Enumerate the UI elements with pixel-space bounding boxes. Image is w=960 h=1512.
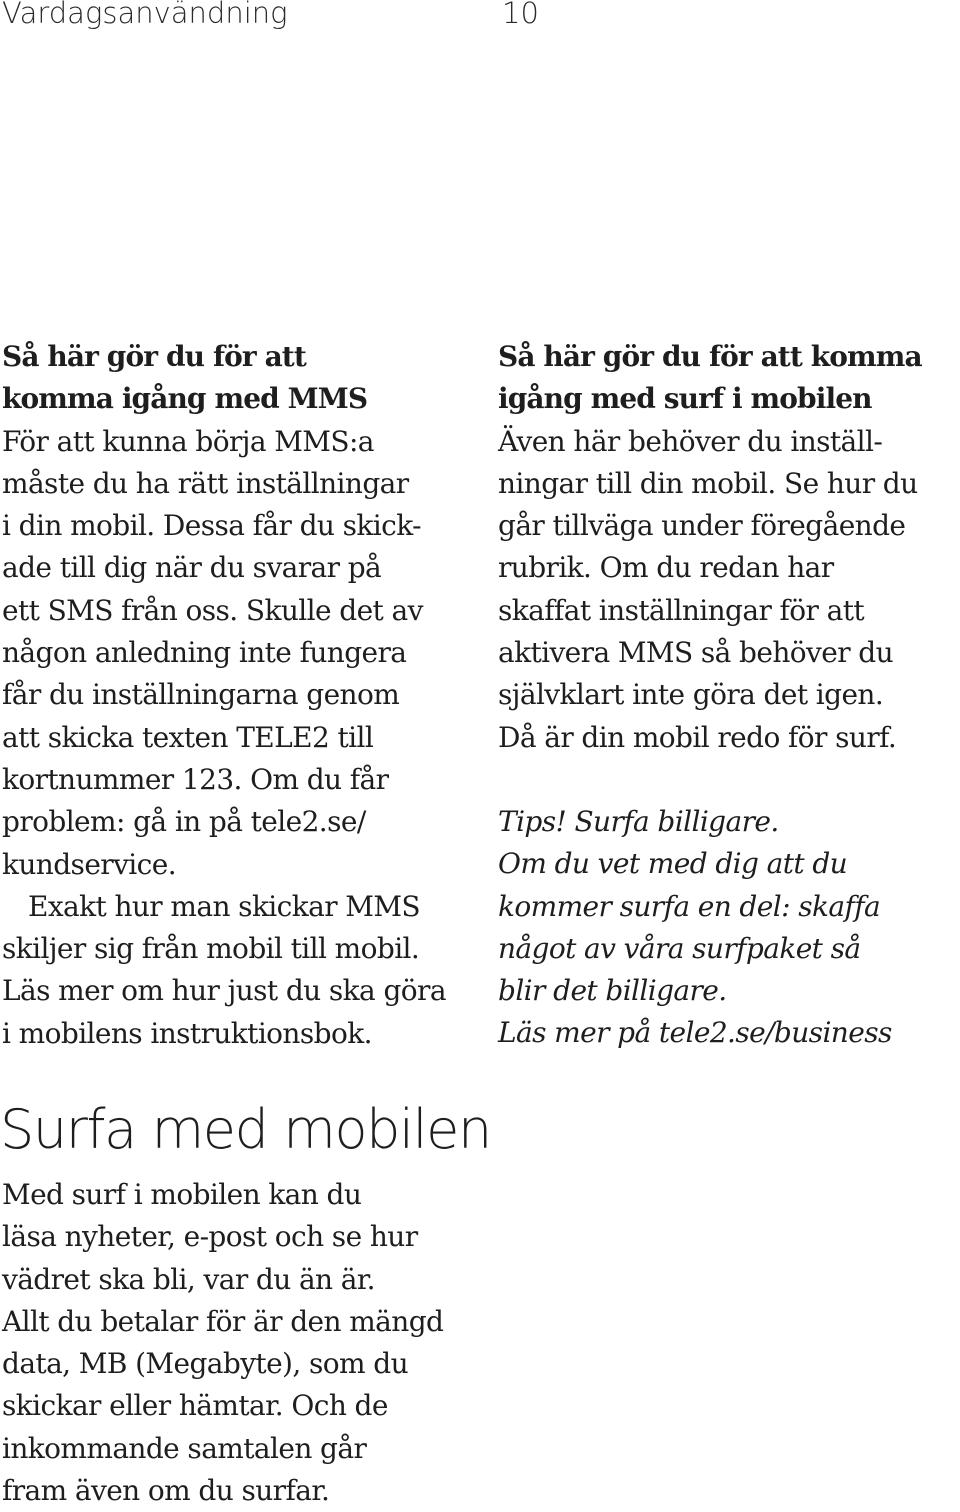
mms-heading-line: komma igång med MMS bbox=[2, 382, 368, 416]
surfa-body-line: data, MB (Megabyte), som du bbox=[2, 1347, 409, 1381]
surf-body-line: ningar till din mobil. Se hur du bbox=[498, 466, 918, 500]
tips-line: kommer surfa en del: skaffa bbox=[498, 889, 881, 923]
surf-heading-line: igång med surf i mobilen bbox=[498, 382, 872, 416]
mms-body2-line: Exakt hur man skickar MMS bbox=[28, 889, 421, 923]
mms-body-line: kundservice. bbox=[2, 847, 177, 881]
surf-body-line: självklart inte göra det igen. bbox=[498, 678, 884, 712]
mms-body-line: För att kunna börja MMS:a bbox=[2, 424, 374, 458]
mms-body-line: kortnummer 123. Om du får bbox=[2, 762, 389, 796]
mms-body2-line: Läs mer om hur just du ska göra bbox=[2, 974, 446, 1008]
mms-section bbox=[2, 336, 472, 1055]
surf-body-line: skaffat inställningar för att bbox=[498, 593, 865, 627]
surfa-body-line: inkommande samtalen går bbox=[2, 1431, 367, 1465]
surf-section bbox=[498, 336, 960, 1055]
surfa-body-line: fram även om du surfar. bbox=[2, 1474, 330, 1508]
paragraph-gap bbox=[498, 759, 960, 801]
surf-body-line: går tillväga under föregående bbox=[498, 509, 906, 543]
surf-body-line: rubrik. Om du redan har bbox=[498, 551, 834, 585]
mms-body-line: att skicka texten TELE2 till bbox=[2, 720, 374, 754]
tips-line: Om du vet med dig att du bbox=[498, 847, 848, 881]
tips-line: Tips! Surfa billigare. bbox=[498, 804, 779, 838]
surf-heading-line: Så här gör du för att komma bbox=[498, 340, 922, 373]
mms-body-line: i din mobil. Dessa får du skick- bbox=[2, 509, 421, 543]
surfa-body-line: vädret ska bli, var du än är. bbox=[2, 1262, 375, 1296]
page-header bbox=[2, 0, 602, 36]
surfa-body-line: skickar eller hämtar. Och de bbox=[2, 1389, 388, 1423]
tips-line: något av våra surfpaket så bbox=[498, 931, 861, 965]
surfa-body-line: Allt du betalar för är den mängd bbox=[2, 1304, 444, 1338]
page-number: 10 bbox=[502, 0, 539, 30]
mms-body2-line: i mobilens instruktionsbok. bbox=[2, 1016, 372, 1050]
mms-body-line: får du inställningarna genom bbox=[2, 678, 400, 712]
mms-body-line: problem: gå in på tele2.se/ bbox=[2, 805, 366, 839]
surf-body-line: Även här behöver du inställ- bbox=[498, 424, 883, 458]
mms-body-line: ade till dig när du svarar på bbox=[2, 551, 382, 585]
mms-body-line: ett SMS från oss. Skulle det av bbox=[2, 593, 423, 627]
surf-body-line: aktivera MMS så behöver du bbox=[498, 636, 894, 670]
surfa-body-line: läsa nyheter, e-post och se hur bbox=[2, 1220, 418, 1254]
surfa-body-line: Med surf i mobilen kan du bbox=[2, 1178, 362, 1211]
section-name: Vardagsanvändning bbox=[2, 0, 288, 30]
mms-body2-line: skiljer sig från mobil till mobil. bbox=[2, 932, 420, 966]
mms-body-line: någon anledning inte fungera bbox=[2, 636, 407, 670]
mms-heading-line: Så här gör du för att bbox=[2, 340, 306, 373]
surf-body-line: Då är din mobil redo för surf. bbox=[498, 720, 897, 754]
surfa-med-mobilen-body bbox=[2, 1174, 482, 1512]
mms-body-line: måste du ha rätt inställningar bbox=[2, 466, 409, 500]
tips-line: blir det billigare. bbox=[498, 974, 727, 1008]
tips-link-line: Läs mer på tele2.se/business bbox=[498, 1016, 892, 1050]
surfa-med-mobilen-title: Surfa med mobilen bbox=[0, 1098, 491, 1161]
